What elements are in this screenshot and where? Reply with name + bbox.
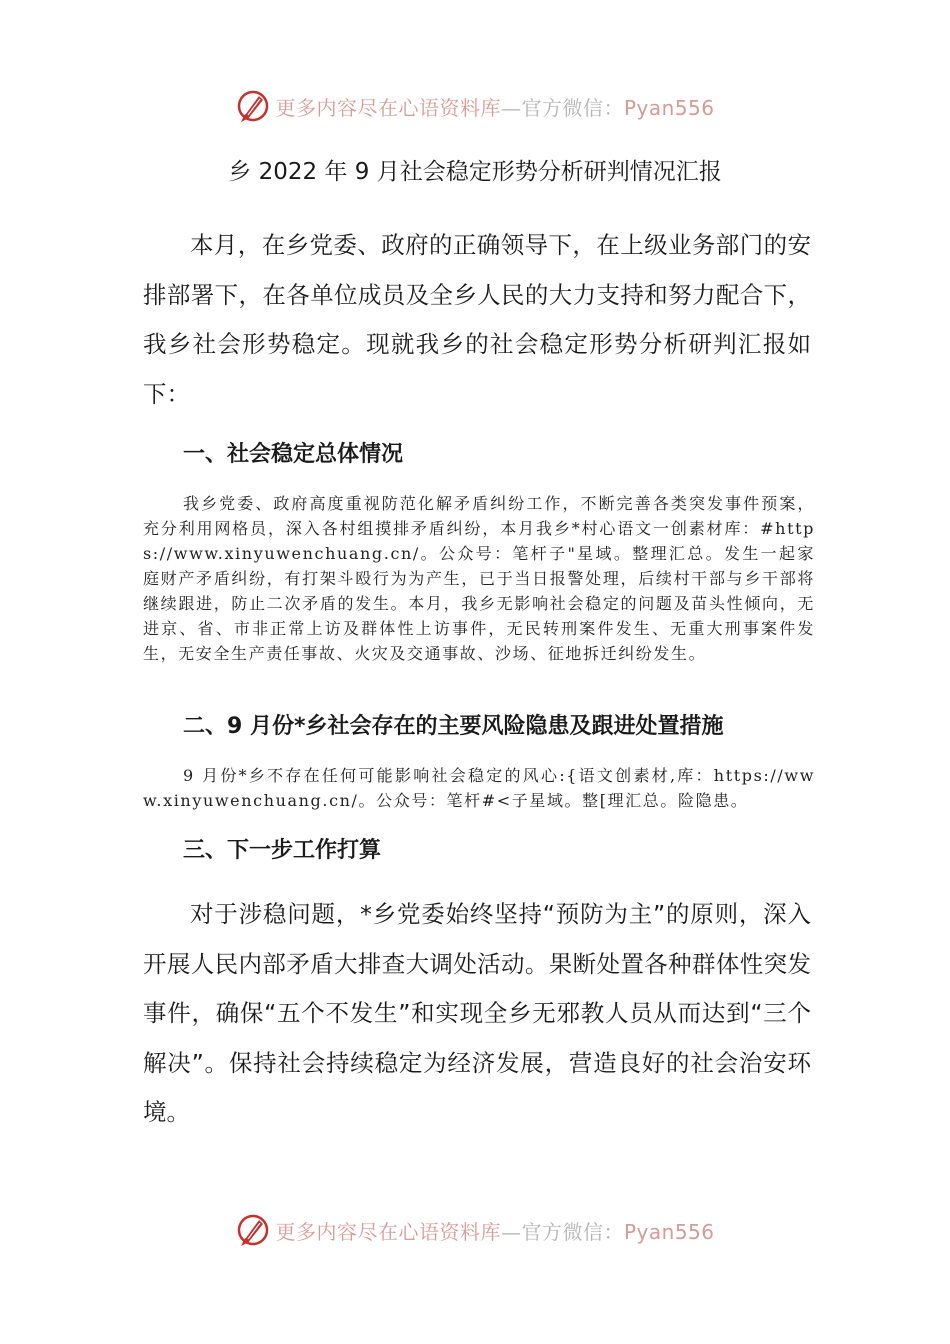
section1-body: 我乡党委、政府高度重视防范化解矛盾纠纷工作，不断完善各类突发事件预案，充分利用网格员，深入各村组摸排矛盾纠纷，本月我乡*村心语文一创素材库：#https://www.xinyuwenchuang.cn/。公众号：笔杆子"星域。整理汇总。发生一起家庭财产矛盾纠纷，有打架斗殴行为为产生，已于当日报警处理，后续村干部与乡干部将继续跟进，防止二次矛盾的发生。本月，我乡无影响社会稳定的问题及苗头性倾向，无进京、省、市非正常上访及群体性上访事件，无民转刑案件发生、无重大刑事案件发生，无安全生产责任事故、火灾及交通事故、沙场、征地拆迁纠纷发生。	[143, 494, 815, 663]
section3-heading: 三、下一步工作打算	[183, 838, 382, 863]
footer-banner-text	[275, 1216, 714, 1245]
section1-heading: 一、社会稳定总体情况	[183, 442, 404, 467]
document-title: 乡 2022 年 9 月社会稳定形势分析研判情况汇报	[228, 159, 722, 185]
header-official-text: —官方微信：	[500, 95, 624, 120]
header-site-text: 更多内容尽在心语资料库	[275, 95, 501, 120]
section3-body: 对于涉稳问题，*乡党委始终坚持“预防为主”的原则，深入开展人民内部矛盾大排查大调处活动。果断处置各种群体性突发事件，确保“五个不发生”和实现全乡无邪教人员从而达到“三个解决”。保持社会持续稳定为经济发展，营造良好的社会治安环境。	[143, 900, 811, 1126]
section2-body: 9 月份*乡不存在任何可能影响社会稳定的风心:{语文创素材,库：https://www.xinyuwenchuang.cn/。公众号：笔杆#<子星域。整[理汇总。险隐患。	[143, 766, 815, 810]
header-banner-text	[275, 92, 714, 121]
section2-heading: 二、9 月份*乡社会存在的主要风险隐患及跟进处置措施	[183, 714, 724, 739]
footer-wechat-id: Pyan556	[623, 1219, 715, 1244]
footer-banner	[0, 1208, 950, 1252]
pen-nib-logo-icon	[235, 1212, 271, 1248]
footer-official-text: —官方微信：	[500, 1219, 624, 1244]
pen-nib-logo-icon	[235, 88, 271, 124]
header-wechat-id: Pyan556	[623, 95, 715, 120]
header-banner	[0, 84, 950, 128]
footer-site-text: 更多内容尽在心语资料库	[275, 1219, 501, 1244]
intro-paragraph: 本月，在乡党委、政府的正确领导下，在上级业务部门的安排部署下，在各单位成员及全乡人民的大力支持和努力配合下，我乡社会形势稳定。现就我乡的社会稳定形势分析研判汇报如下：	[143, 231, 811, 408]
